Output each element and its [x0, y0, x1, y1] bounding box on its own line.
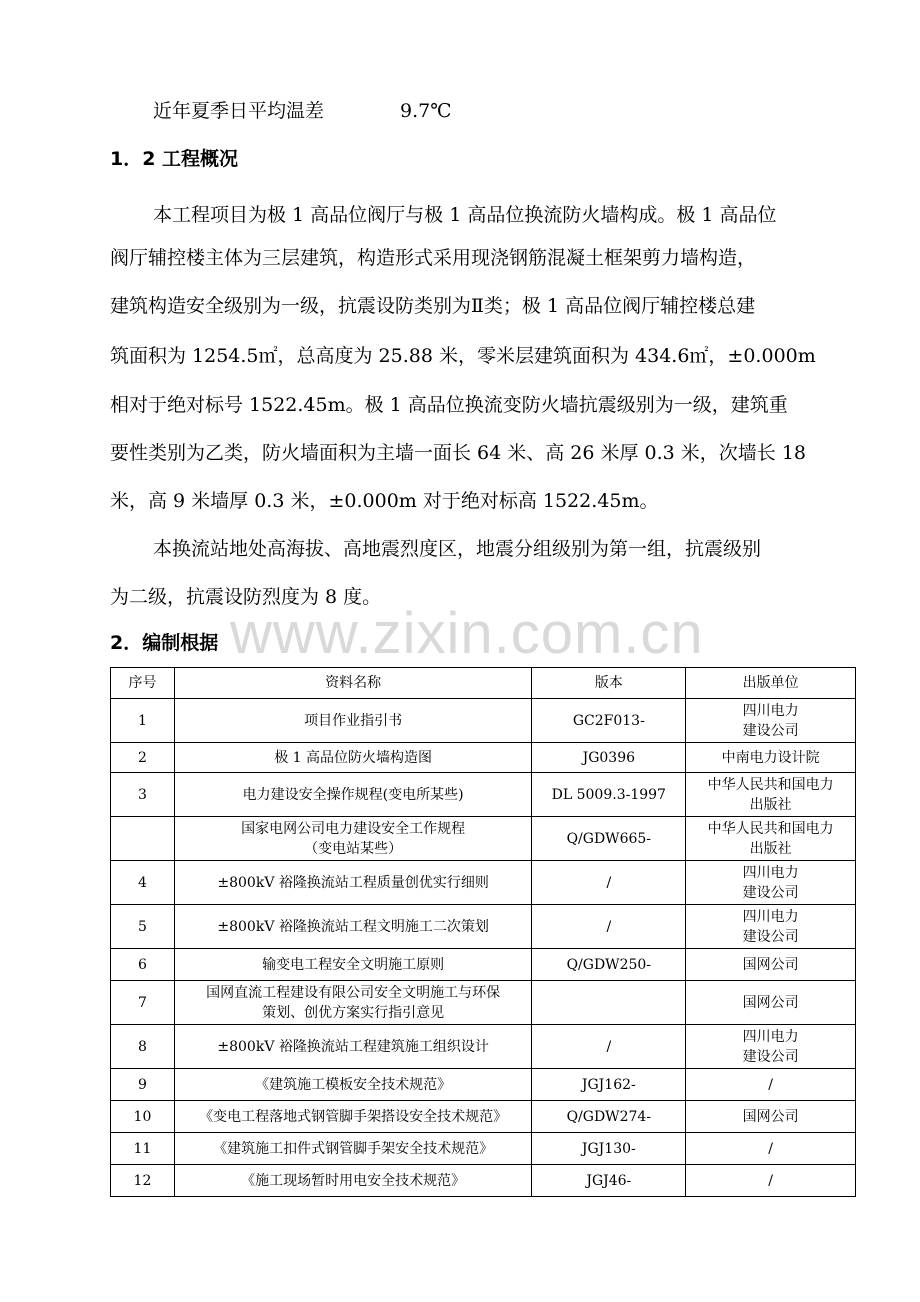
- table-row: [111, 1165, 856, 1197]
- cell-publisher: /: [686, 1133, 856, 1165]
- cell-index: 9: [111, 1069, 175, 1101]
- cell-publisher: 中华人民共和国电力 出版社: [686, 773, 856, 817]
- cell-document-name: 《建筑施工扣件式钢管脚手架安全技术规范》: [174, 1133, 531, 1165]
- cell-document-name: 国家电网公司电力建设安全工作规程 （变电站某些）: [174, 817, 531, 861]
- cell-publisher: 国网公司: [686, 949, 856, 981]
- table-row: [111, 1101, 856, 1133]
- climate-value: 9.7℃: [400, 100, 452, 122]
- cell-publisher: /: [686, 1069, 856, 1101]
- cell-index: 6: [111, 949, 175, 981]
- table-row: [111, 773, 856, 817]
- cell-document-name: ±800kV 裕隆换流站工程建筑施工组织设计: [174, 1025, 531, 1069]
- cell-index: 1: [111, 699, 175, 743]
- cell-index: 8: [111, 1025, 175, 1069]
- paragraph-line: 本换流站地处高海拔、高地震烈度区，地震分组级别为第一组，抗震级别: [153, 538, 762, 560]
- cell-publisher: 国网公司: [686, 981, 856, 1025]
- cell-index: 10: [111, 1101, 175, 1133]
- cell-version: Q/GDW665-: [532, 817, 686, 861]
- cell-version: Q/GDW250-: [532, 949, 686, 981]
- cell-publisher: 四川电力 建设公司: [686, 699, 856, 743]
- paragraph-line: 本工程项目为极 1 高品位阀厅与极 1 高品位换流防火墙构成。极 1 高品位: [153, 204, 777, 226]
- cell-publisher: /: [686, 1165, 856, 1197]
- paragraph-line: 相对于绝对标号 1522.45m。极 1 高品位换流变防火墙抗震级别为一级，建筑重: [110, 394, 788, 416]
- cell-version: Q/GDW274-: [532, 1101, 686, 1133]
- cell-index: 4: [111, 861, 175, 905]
- cell-index: 3: [111, 773, 175, 817]
- cell-version: JGJ46-: [532, 1165, 686, 1197]
- table-row: [111, 743, 856, 773]
- cell-document-name: ±800kV 裕隆换流站工程质量创优实行细则: [174, 861, 531, 905]
- table-row: [111, 905, 856, 949]
- cell-index: 12: [111, 1165, 175, 1197]
- cell-index: 5: [111, 905, 175, 949]
- cell-version: /: [532, 905, 686, 949]
- cell-index: 7: [111, 981, 175, 1025]
- header-version: 版本: [532, 668, 686, 699]
- cell-document-name: ±800kV 裕隆换流站工程文明施工二次策划: [174, 905, 531, 949]
- cell-publisher: 中华人民共和国电力 出版社: [686, 817, 856, 861]
- table-row: [111, 861, 856, 905]
- cell-document-name: 项目作业指引书: [174, 699, 531, 743]
- paragraph-line: 米，高 9 米墙厚 0.3 米，±0.000m 对于绝对标高 1522.45m。: [110, 490, 659, 512]
- cell-publisher: 国网公司: [686, 1101, 856, 1133]
- cell-document-name: 极 1 高品位防火墙构造图: [174, 743, 531, 773]
- cell-publisher: 四川电力 建设公司: [686, 905, 856, 949]
- cell-document-name: 《建筑施工模板安全技术规范》: [174, 1069, 531, 1101]
- reference-table: [110, 667, 856, 1197]
- cell-document-name: 国网直流工程建设有限公司安全文明施工与环保 策划、创优方案实行指引意见: [174, 981, 531, 1025]
- cell-version: [532, 981, 686, 1025]
- table-row: [111, 1133, 856, 1165]
- paragraph-line: 阀厅辅控楼主体为三层建筑，构造形式采用现浇钢筋混凝土框架剪力墙构造，: [110, 247, 757, 269]
- cell-version: DL 5009.3-1997: [532, 773, 686, 817]
- table-row: [111, 699, 856, 743]
- cell-version: /: [532, 861, 686, 905]
- table-row: [111, 981, 856, 1025]
- cell-publisher: 四川电力 建设公司: [686, 1025, 856, 1069]
- paragraph-line: 为二级，抗震设防烈度为 8 度。: [110, 586, 382, 608]
- paragraph-line: 建筑构造安全级别为一级，抗震设防类别为Ⅱ类；极 1 高品位阀厅辅控楼总建: [110, 295, 756, 317]
- cell-document-name: 电力建设安全操作规程(变电所某些): [174, 773, 531, 817]
- header-document-name: 资料名称: [174, 668, 531, 699]
- cell-version: JGJ162-: [532, 1069, 686, 1101]
- table-row: [111, 1025, 856, 1069]
- paragraph-line: 筑面积为 1254.5㎡，总高度为 25.88 米，零米层建筑面积为 434.6㎡，±0.000m: [110, 345, 816, 367]
- cell-version: /: [532, 1025, 686, 1069]
- cell-document-name: 输变电工程安全文明施工原则: [174, 949, 531, 981]
- cell-version: GC2F013-: [532, 699, 686, 743]
- section-heading-1-2: 1．2 工程概况: [110, 148, 239, 170]
- table-header-row: [111, 668, 856, 699]
- watermark: www.zixin.com.cn: [230, 601, 704, 666]
- table-row: [111, 1069, 856, 1101]
- section-heading-2: 2．编制根据: [110, 632, 219, 654]
- cell-document-name: 《施工现场暂时用电安全技术规范》: [174, 1165, 531, 1197]
- header-index: 序号: [111, 668, 175, 699]
- cell-index: 2: [111, 743, 175, 773]
- cell-publisher: 中南电力设计院: [686, 743, 856, 773]
- cell-index: 11: [111, 1133, 175, 1165]
- header-publisher: 出版单位: [686, 668, 856, 699]
- cell-document-name: 《变电工程落地式钢管脚手架搭设安全技术规范》: [174, 1101, 531, 1133]
- cell-version: JGJ130-: [532, 1133, 686, 1165]
- cell-index: [111, 817, 175, 861]
- table-row: [111, 949, 856, 981]
- table-row: [111, 817, 856, 861]
- cell-version: JG0396: [532, 743, 686, 773]
- cell-publisher: 四川电力 建设公司: [686, 861, 856, 905]
- paragraph-line: 要性类别为乙类，防火墙面积为主墙一面长 64 米、高 26 米厚 0.3 米，次墙长 18: [110, 442, 807, 464]
- climate-label: 近年夏季日平均温差: [153, 100, 325, 122]
